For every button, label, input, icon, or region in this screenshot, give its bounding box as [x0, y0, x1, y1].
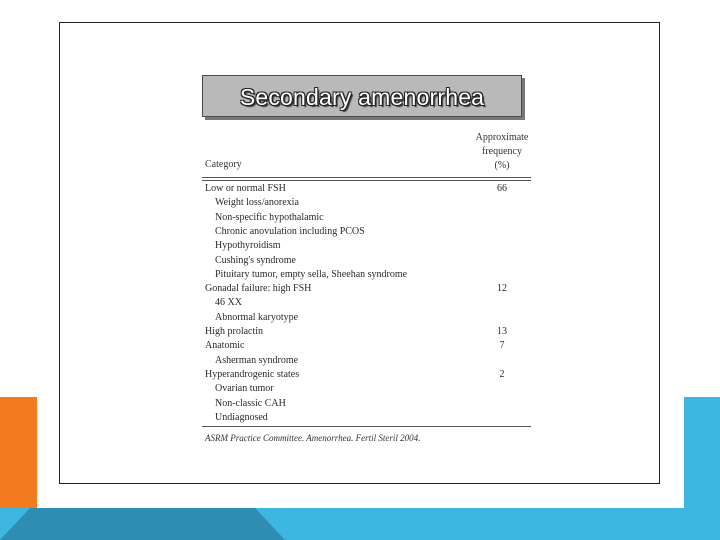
footer-accent-band [0, 508, 720, 540]
subcategory-label: Ovarian tumor [215, 383, 274, 395]
frequency-header-line: Approximate [475, 132, 529, 143]
category-label: Gonadal failure: high FSH [205, 283, 312, 295]
table-row [0, 355, 720, 369]
table-row [0, 383, 720, 397]
subcategory-label: Hypothyroidism [215, 240, 281, 252]
subcategory-label: Weight loss/anorexia [215, 197, 299, 209]
table-row [0, 326, 720, 340]
title-box [202, 75, 522, 117]
frequency-value: 12 [497, 283, 507, 295]
table-row [0, 212, 720, 226]
subcategory-label: Asherman syndrome [215, 354, 299, 366]
table-row [0, 197, 720, 211]
table-row [0, 340, 720, 354]
frequency-value: 13 [497, 326, 507, 337]
table-row [0, 312, 720, 326]
table-footer-rule [202, 426, 531, 427]
table-row [0, 226, 720, 240]
category-column-header: Category [205, 159, 242, 170]
table-row [0, 183, 720, 197]
table-row [0, 269, 720, 283]
subcategory-label: 46 XX [215, 297, 242, 309]
category-label: Low or normal FSH [205, 183, 286, 194]
frequency-header-line: (%) [494, 160, 510, 171]
subcategory-label: Pituitary tumor, empty sella, Sheehan syndrome [215, 268, 408, 280]
category-label: High prolactin [205, 326, 264, 337]
subcategory-label: Chronic anovulation including PCOS [215, 225, 365, 237]
frequency-value: 66 [497, 183, 507, 194]
table-row [0, 255, 720, 269]
subcategory-label: Cushing's syndrome [215, 254, 296, 266]
category-label: Hyperandrogenic states [205, 368, 300, 380]
frequency-value: 7 [499, 340, 505, 352]
subcategory-label: Undiagnosed [215, 411, 268, 423]
slide-title: Secondary amenorrhea [239, 84, 485, 110]
table-row [0, 240, 720, 254]
table-row [0, 297, 720, 311]
source-citation: ASRM Practice Committee. Amenorrhea. Fertil Steril 2004. [205, 433, 421, 443]
table-row [0, 369, 720, 383]
table-row [0, 412, 720, 426]
table-row [0, 398, 720, 412]
frequency-column-header [466, 131, 538, 173]
table-header-rule [202, 177, 531, 178]
frequency-value: 2 [499, 368, 505, 380]
frequency-header-line: frequency [482, 146, 522, 157]
subcategory-label: Non-specific hypothalamic [215, 211, 324, 223]
category-label: Anatomic [205, 340, 245, 352]
table-header-rule [202, 180, 531, 181]
subcategory-label: Abnormal karyotype [215, 311, 299, 323]
table-row [0, 283, 720, 297]
subcategory-label: Non-classic CAH [215, 397, 286, 409]
